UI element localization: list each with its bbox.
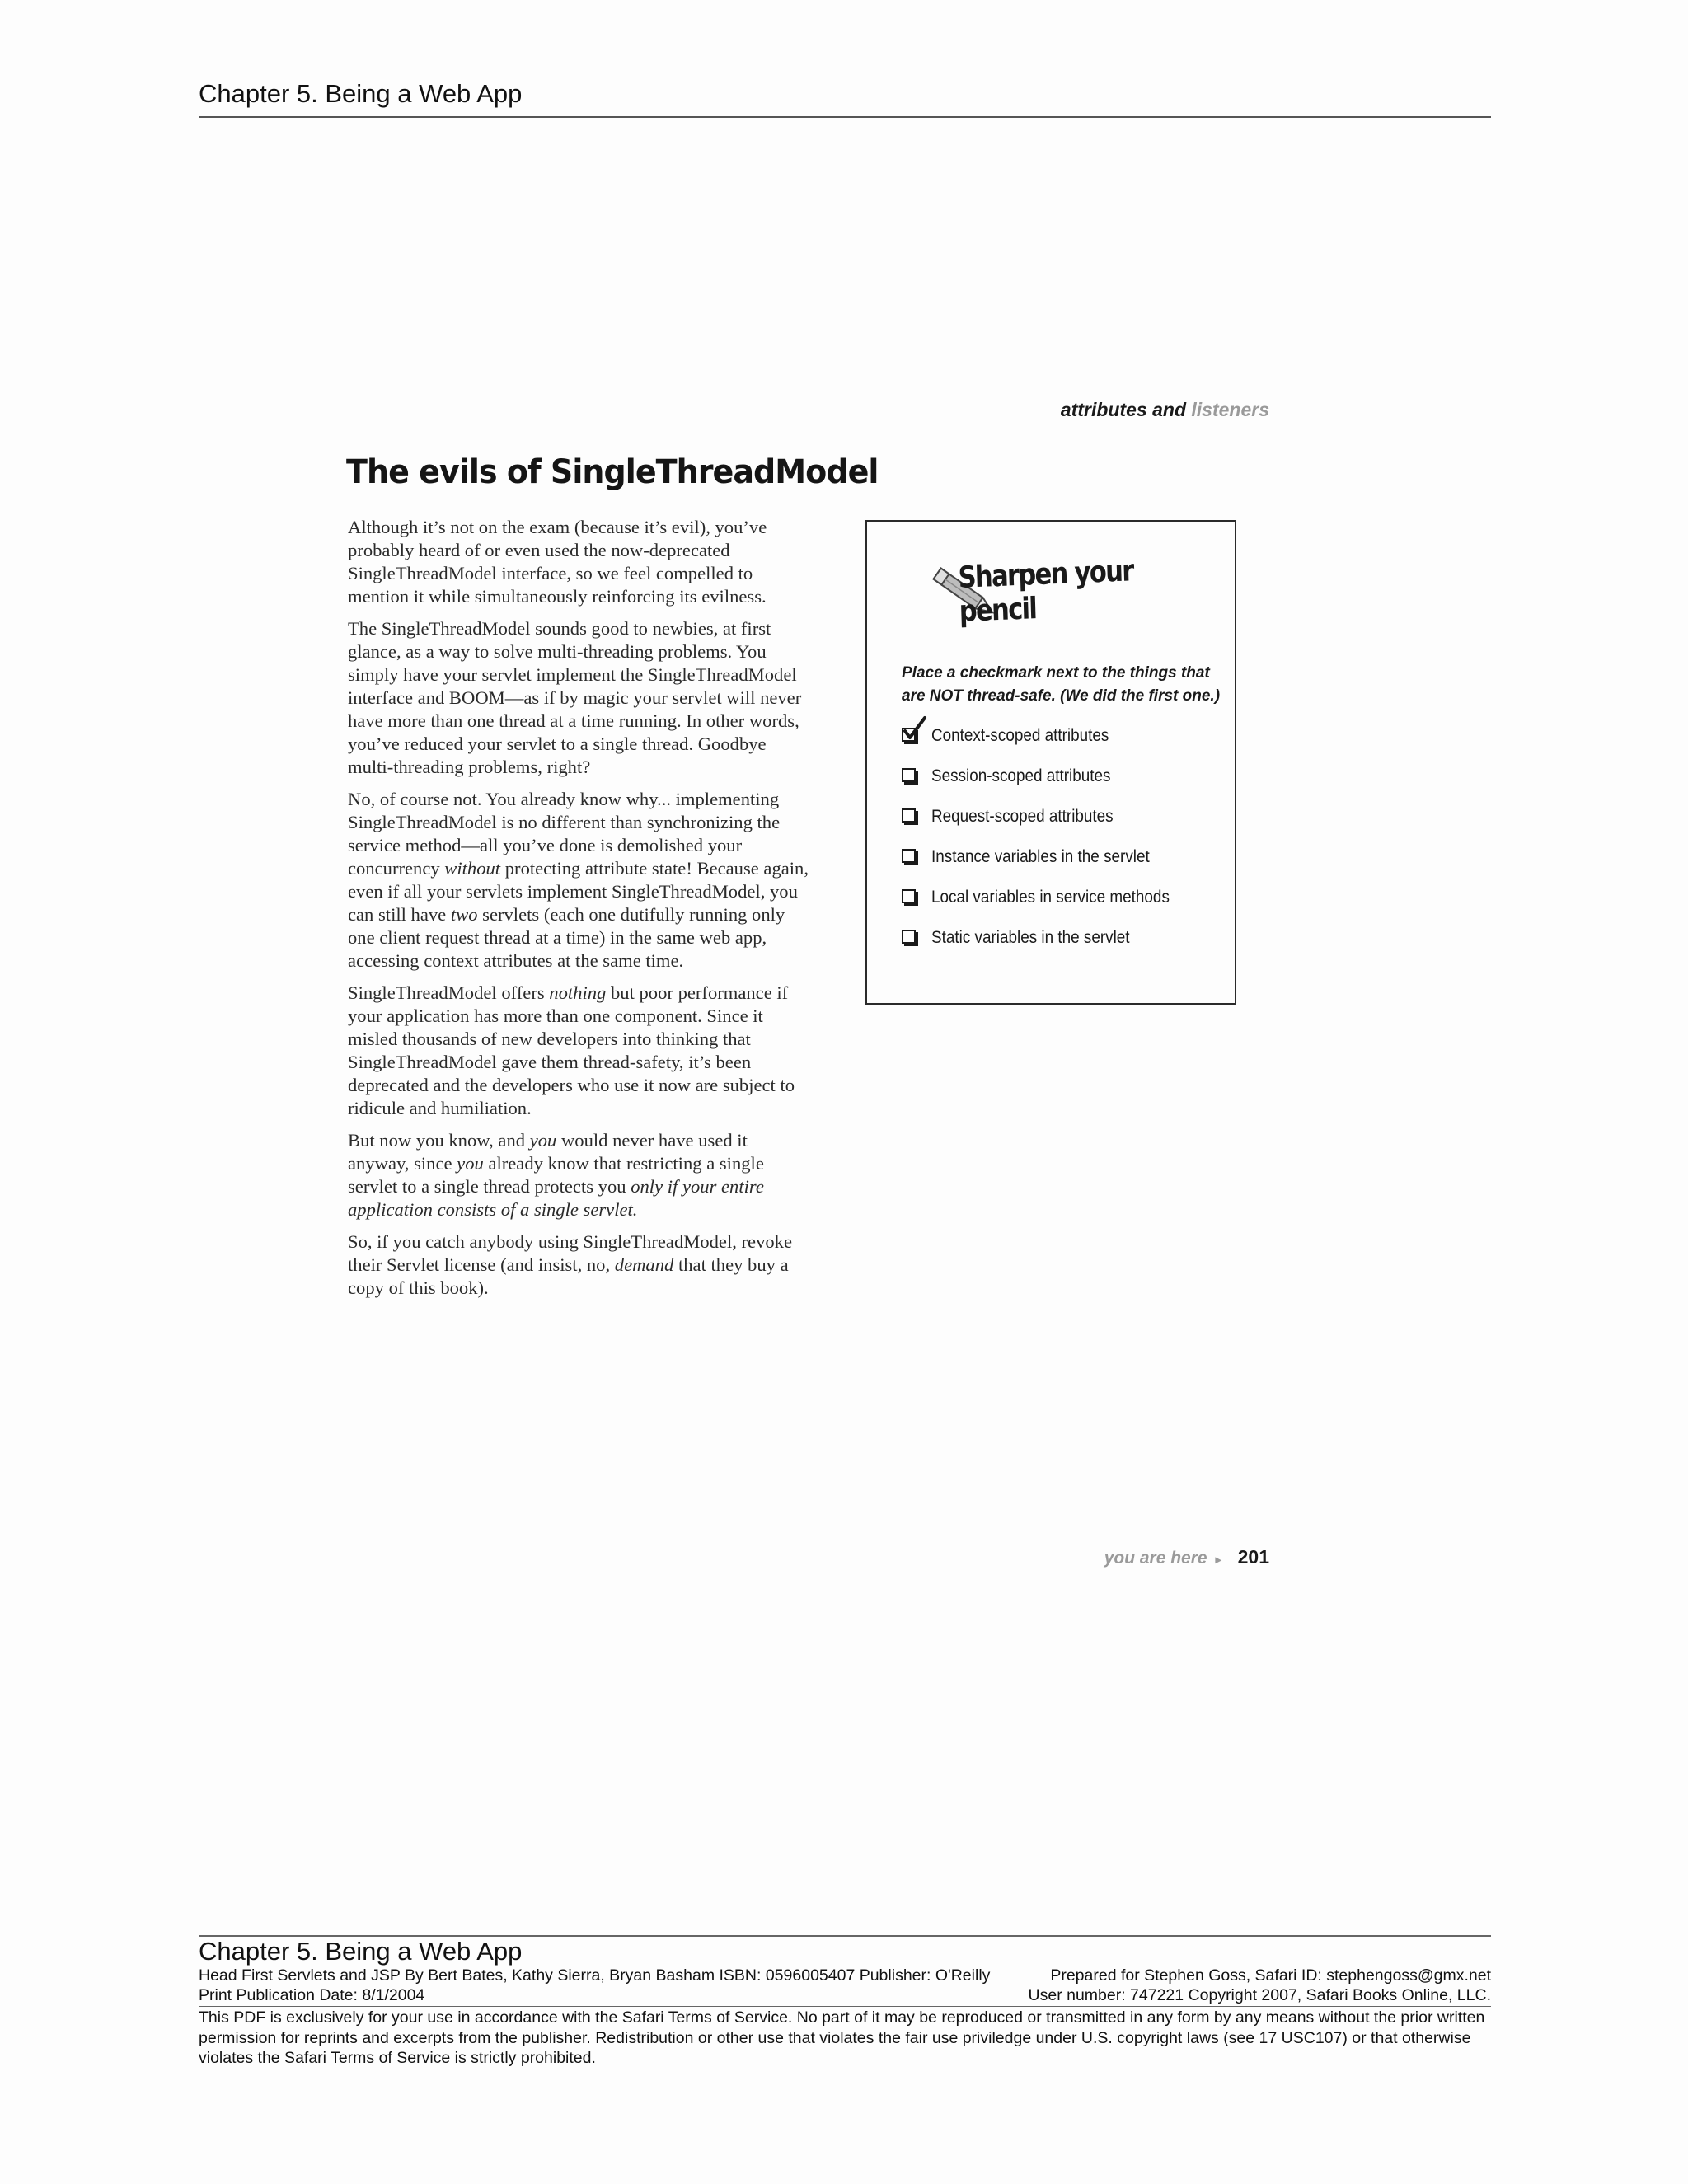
checkbox-icon[interactable] (902, 768, 916, 782)
checkbox-icon[interactable] (902, 930, 916, 944)
article-paragraph: But now you know, and you would never have used it anyway, since you already know that restricting a single servlet to a single thread protects you only if your entire application consists of a single servlet. (348, 1130, 764, 1220)
chapter-header: Chapter 5. Being a Web App (199, 79, 523, 108)
running-head (824, 399, 1269, 421)
checkbox-icon[interactable] (902, 849, 916, 863)
page-footer-marker (989, 1546, 1269, 1568)
emphasis-text: nothing (549, 982, 607, 1003)
emphasis-text: demand (614, 1254, 674, 1275)
checkbox-icon[interactable] (902, 889, 916, 903)
article-paragraph: Although it’s not on the exam (because it’s evil), you’ve probably heard of or even used the now-deprecated SingleThreadModel interface, so we feel compelled to mention it while simultaneously reinforcing its evilness. (348, 517, 767, 607)
article-title: The evils of SingleThreadModel (346, 453, 879, 491)
checklist-label: Request-scoped attributes (931, 807, 1114, 826)
emphasis-text: you (529, 1130, 557, 1151)
header-divider (199, 116, 1491, 118)
sharpen-pencil-box (865, 520, 1236, 1005)
emphasis-text: two (450, 904, 478, 925)
checklist-label: Instance variables in the servlet (931, 847, 1150, 866)
arrow-right-icon: ▸ (1215, 1553, 1221, 1566)
article-paragraph: The SingleThreadModel sounds good to newbies, at first glance, as a way to solve multi-threading problems. You simply have your servlet implement the SingleThreadModel interface and BOOM—as if by magic your servlet will never have more than one thread at a time running. In other words, you’ve reduced your servlet to a single thread. Goodbye multi-threading problems, right? (348, 618, 802, 777)
emphasis-text: without (444, 858, 501, 879)
article-body (348, 516, 809, 1309)
checklist-label: Context-scoped attributes (931, 726, 1109, 745)
checkmark-icon (900, 715, 928, 743)
footer-publication-date: Print Publication Date: 8/1/2004 (199, 1986, 425, 2004)
footer-user-info: User number: 747221 Copyright 2007, Safari Books Online, LLC. (1028, 1986, 1491, 2004)
checklist-label: Session-scoped attributes (931, 766, 1111, 785)
emphasis-text: you (457, 1153, 484, 1174)
checklist-label: Local variables in service methods (931, 888, 1170, 907)
footer-prepared-for: Prepared for Stephen Goss, Safari ID: stephengoss@gmx.net (1050, 1966, 1491, 1985)
footer-chapter-title: Chapter 5. Being a Web App (199, 1937, 523, 1966)
article-paragraph: SingleThreadModel offers nothing but poor performance if your application has more than one component. Since it misled thousands of new developers into thinking that SingleThreadModel gave them thread-safety, it’s been deprecated and the developers who use it now are subject to ridicule and humiliation. (348, 982, 795, 1118)
checkbox-icon[interactable] (902, 808, 916, 823)
page-number: 201 (1237, 1546, 1269, 1568)
footer-book-info: Head First Servlets and JSP By Bert Bates, Kathy Sierra, Bryan Basham ISBN: 0596005407 Publisher: O'Reilly (199, 1966, 991, 1985)
article-paragraph: So, if you catch anybody using SingleThreadModel, revoke their Servlet license (and insist, no, demand that they buy a copy of this book). (348, 1231, 792, 1298)
footer-notice: This PDF is exclusively for your use in accordance with the Safari Terms of Service. No part of it may be reproduced or transmitted in any form by any means without the prior written permission for reprints and excerpts from the publisher. Redistribution or other use that violates the fair use priviledge under U.S. copyright laws (see 17 USC107) or that otherwise violates the Safari Terms of Service is strictly prohibited. (199, 2008, 1485, 2067)
footer-divider-2 (199, 2006, 1491, 2007)
running-head-accent: listeners (1191, 399, 1269, 420)
sharpen-heading: Sharpen your pencil (958, 554, 1134, 629)
you-are-here-label: you are here (1104, 1549, 1207, 1568)
article-paragraph: No, of course not. You already know why... implementing SingleThreadModel is no different than synchronizing the service method—all you’ve done is demolished your concurrency without protecting attribute state! Because again, even if all your servlets implement SingleThreadModel, you can still have two servlets (each one dutifully running only one client request thread at a time) in the same web app, accessing context attributes at the same time. (348, 789, 809, 971)
running-head-main: attributes and (1060, 399, 1186, 420)
checklist-label: Static variables in the servlet (931, 928, 1130, 947)
emphasis-text: only if your entire application consists of a single servlet. (348, 1176, 764, 1220)
sharpen-instructions: Place a checkmark next to the things that are NOT thread-safe. (We did the first one.) (902, 664, 1221, 705)
